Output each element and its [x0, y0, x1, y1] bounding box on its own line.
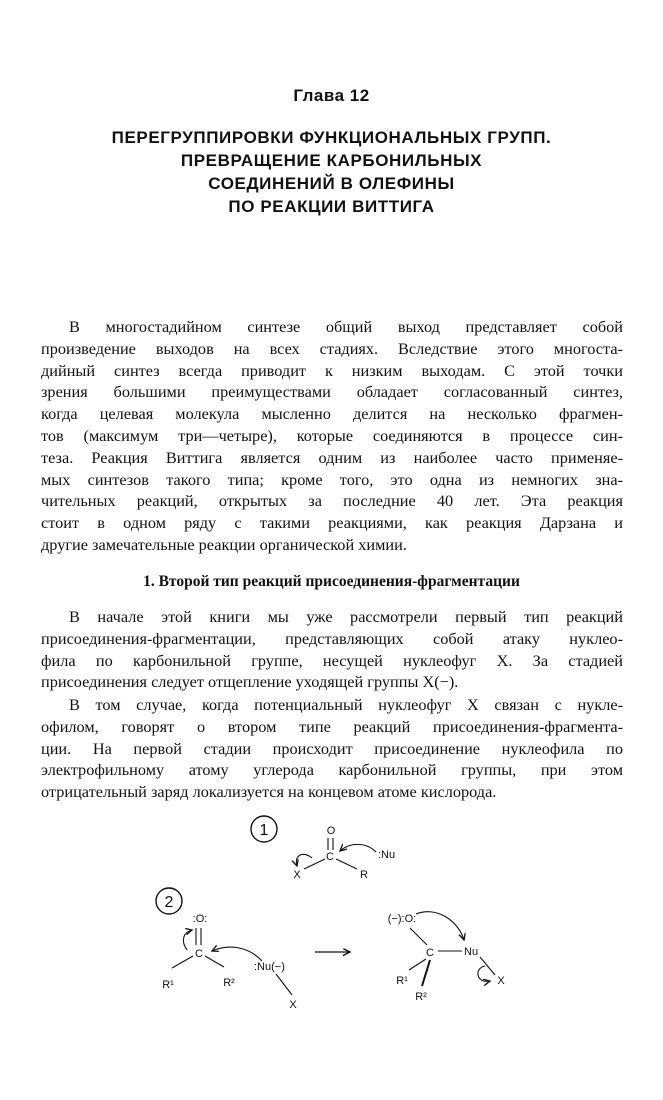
- text-line: зрения большими преимуществами обладает согласованный синтез,: [41, 382, 623, 402]
- paragraph-first-type: [41, 606, 623, 693]
- leaving-group-x: X: [293, 869, 301, 881]
- text-line: В многостадийном синтезе общий выход представляет собой: [69, 317, 623, 336]
- text-line: стоит в одном ряду с такими реакциями, как реакция Дарзана и: [41, 513, 623, 533]
- bond: [480, 957, 495, 975]
- text-line: В том случае, когда потенциальный нуклеофуг X связан с нукле-: [69, 695, 623, 714]
- r1-group: R¹: [396, 975, 408, 987]
- curved-arrow: [296, 854, 312, 866]
- r2-group: R²: [223, 977, 235, 989]
- text-line: теза. Реакция Виттига является одним из наиболее часто применяе-: [41, 447, 623, 467]
- scheme-1: [251, 816, 395, 881]
- bond: [205, 956, 224, 967]
- text-line: когда целевая молекула мысленно делится на несколько фрагмен-: [41, 404, 623, 424]
- paragraph-second-type: [41, 694, 623, 803]
- text-line: мых синтезов такого типа; кроме того, это одна из немногих зна-: [41, 469, 623, 489]
- text-line: присоединения-фрагментации, представляющих собой атаку нуклео-: [41, 628, 623, 648]
- text-line: дийный синтез всегда приводит к низким выходам. С этой точки: [41, 360, 623, 380]
- curved-arrow: [416, 912, 464, 940]
- text-line: тов (максимум три—четыре), которые соединяются в процессе син-: [41, 425, 623, 445]
- text-line: чительных реакций, открытых за последние 40 лет. Эта реакция: [41, 491, 623, 511]
- intro-paragraph: [41, 316, 623, 556]
- carbon-atom: C: [426, 947, 434, 959]
- curved-arrow: [212, 947, 262, 961]
- text-line: офилом, говорят о втором типе реакций присоединения-фрагмента-: [41, 716, 623, 736]
- wedge-bond: [422, 960, 430, 986]
- scheme-number-circle: [156, 888, 182, 914]
- bond: [304, 859, 325, 869]
- text-line: ции. На первой стадии происходит присоединение нуклеофила по: [41, 738, 623, 758]
- text-line: присоединения следует отщепление уходящей группы X(−).: [41, 672, 459, 692]
- curved-arrow: [183, 930, 192, 950]
- text-line: произведение выходов на всех стадиях. Вследствие этого многоста-: [41, 338, 623, 358]
- bond: [409, 959, 426, 970]
- r-group: R: [360, 869, 368, 881]
- carbon-atom: C: [326, 851, 334, 863]
- bond: [276, 974, 292, 995]
- text-line: другие замечательные реакции органической химии.: [41, 534, 407, 554]
- title-line: ПО РЕАКЦИИ ВИТТИГА: [228, 197, 435, 216]
- scheme-number-circle: [251, 816, 277, 842]
- nucleophile: :Nu: [378, 849, 396, 861]
- nucleophile: :Nu(−): [254, 961, 285, 973]
- nucleophile: Nu: [464, 946, 479, 958]
- bond: [336, 859, 357, 869]
- scheme-number: 2: [164, 894, 174, 911]
- r2-group: R²: [415, 991, 427, 1003]
- r1-group: R¹: [162, 979, 174, 991]
- leaving-group-x: X: [289, 999, 297, 1011]
- text-line: отрицательный заряд локализуется на концевом атоме кислорода.: [41, 782, 497, 802]
- chapter-title: [60, 126, 603, 218]
- scheme-number: 1: [259, 822, 269, 839]
- title-line: СОЕДИНЕНИЙ В ОЛЕФИНЫ: [208, 174, 455, 193]
- oxygen-atom: O: [326, 825, 336, 837]
- title-line: ПЕРЕГРУППИРОВКИ ФУНКЦИОНАЛЬНЫХ ГРУПП.: [111, 128, 552, 147]
- oxygen-atom: :O:: [192, 913, 208, 925]
- chapter-heading: Глава 12: [293, 86, 370, 105]
- leaving-group-x: X: [497, 975, 505, 987]
- bond: [172, 956, 193, 968]
- curved-arrow: [340, 844, 376, 852]
- bond: [410, 928, 427, 945]
- carbon-atom: C: [195, 948, 203, 960]
- text-line: электрофильному атому углерода карбонильной группы, при этом: [41, 760, 623, 780]
- text-line: В начале этой книги мы уже рассмотрели первый тип реакций: [69, 607, 623, 626]
- title-line: ПРЕВРАЩЕНИЕ КАРБОНИЛЬНЫХ: [180, 151, 483, 170]
- text-line: фила по карбонильной группе, несущей нуклеофуг X. За стадией: [41, 650, 623, 670]
- charged-oxygen: (−):O:: [387, 913, 417, 925]
- section-heading: 1. Второй тип реакций присоединения-фрагментации: [143, 573, 520, 590]
- scheme-2: [156, 888, 505, 1011]
- curved-arrow: [478, 966, 490, 981]
